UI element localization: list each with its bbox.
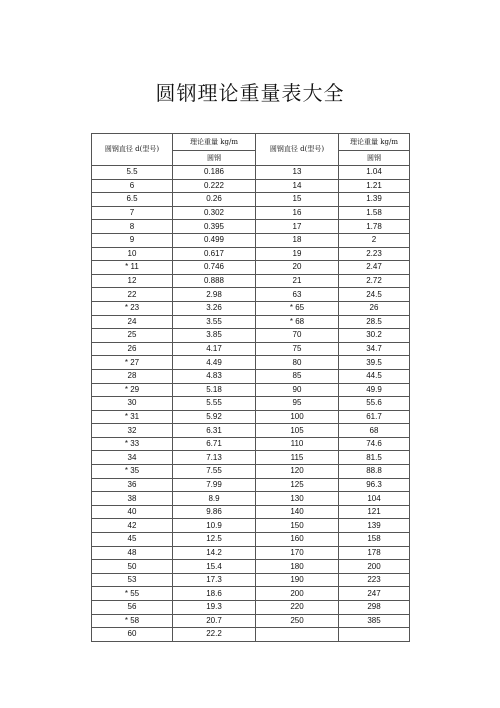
cell-diameter-left: 6	[92, 179, 173, 193]
cell-diameter-left: 56	[92, 601, 173, 615]
cell-diameter-right: 100	[256, 410, 339, 424]
header-weight-right: 理论重量 kg/m	[339, 134, 410, 151]
cell-weight-left: 4.83	[173, 369, 256, 383]
cell-weight-left: 15.4	[173, 560, 256, 574]
cell-diameter-left: * 35	[92, 465, 173, 479]
table-row	[92, 329, 410, 343]
cell-diameter-left: 26	[92, 342, 173, 356]
cell-diameter-left: 8	[92, 220, 173, 234]
cell-weight-right: 2.23	[339, 247, 410, 261]
table-row	[92, 369, 410, 383]
table-row	[92, 261, 410, 275]
cell-weight-right: 88.8	[339, 465, 410, 479]
cell-weight-left: 6.31	[173, 424, 256, 438]
cell-diameter-right	[256, 628, 339, 642]
cell-weight-left: 12.5	[173, 533, 256, 547]
cell-weight-left: 9.86	[173, 505, 256, 519]
cell-diameter-left: * 31	[92, 410, 173, 424]
cell-weight-left: 0.222	[173, 179, 256, 193]
cell-diameter-right: 17	[256, 220, 339, 234]
cell-weight-right: 2.47	[339, 261, 410, 275]
cell-diameter-right: 18	[256, 233, 339, 247]
cell-weight-left: 2.98	[173, 288, 256, 302]
cell-weight-right: 49.9	[339, 383, 410, 397]
header-diameter-left: 圆钢直径 d(型号)	[92, 134, 173, 166]
cell-weight-right: 1.58	[339, 206, 410, 220]
cell-weight-right: 1.21	[339, 179, 410, 193]
table-row	[92, 166, 410, 180]
cell-diameter-right: 95	[256, 397, 339, 411]
table-row	[92, 301, 410, 315]
cell-diameter-right: 110	[256, 437, 339, 451]
table-row	[92, 451, 410, 465]
table-row	[92, 315, 410, 329]
cell-weight-right: 34.7	[339, 342, 410, 356]
table-row	[92, 410, 410, 424]
table-row	[92, 546, 410, 560]
table-body	[92, 166, 410, 642]
cell-weight-left: 0.617	[173, 247, 256, 261]
cell-diameter-left: * 27	[92, 356, 173, 370]
cell-weight-right: 68	[339, 424, 410, 438]
cell-weight-left: 5.92	[173, 410, 256, 424]
cell-weight-left: 20.7	[173, 614, 256, 628]
cell-diameter-left: 28	[92, 369, 173, 383]
cell-diameter-left: 9	[92, 233, 173, 247]
table-row	[92, 193, 410, 207]
cell-diameter-left: 60	[92, 628, 173, 642]
cell-weight-left: 18.6	[173, 587, 256, 601]
cell-weight-left: 17.3	[173, 573, 256, 587]
cell-weight-left: 7.13	[173, 451, 256, 465]
cell-weight-left: 3.55	[173, 315, 256, 329]
table-row	[92, 233, 410, 247]
cell-diameter-left: 38	[92, 492, 173, 506]
cell-diameter-right: 63	[256, 288, 339, 302]
cell-diameter-left: * 23	[92, 301, 173, 315]
cell-weight-right: 24.5	[339, 288, 410, 302]
cell-diameter-left: 7	[92, 206, 173, 220]
cell-weight-right: 55.6	[339, 397, 410, 411]
cell-diameter-left: 40	[92, 505, 173, 519]
cell-diameter-left: 25	[92, 329, 173, 343]
cell-diameter-right: 16	[256, 206, 339, 220]
cell-weight-right: 104	[339, 492, 410, 506]
cell-weight-left: 19.3	[173, 601, 256, 615]
cell-weight-left: 4.49	[173, 356, 256, 370]
cell-diameter-left: 48	[92, 546, 173, 560]
cell-weight-left: 5.55	[173, 397, 256, 411]
cell-weight-right: 1.39	[339, 193, 410, 207]
cell-diameter-left: * 29	[92, 383, 173, 397]
cell-diameter-right: 19	[256, 247, 339, 261]
cell-diameter-left: 24	[92, 315, 173, 329]
cell-diameter-left: 36	[92, 478, 173, 492]
cell-weight-right: 2	[339, 233, 410, 247]
subheader-steel-right: 圆钢	[339, 151, 410, 166]
table-row	[92, 288, 410, 302]
cell-diameter-left: 6.5	[92, 193, 173, 207]
cell-weight-left: 5.18	[173, 383, 256, 397]
cell-diameter-left: 12	[92, 274, 173, 288]
cell-diameter-left: 45	[92, 533, 173, 547]
cell-diameter-right: 125	[256, 478, 339, 492]
cell-weight-right	[339, 628, 410, 642]
table-row	[92, 247, 410, 261]
page-title: 圆钢理论重量表大全	[155, 81, 345, 105]
cell-weight-left: 0.499	[173, 233, 256, 247]
cell-weight-right: 1.04	[339, 166, 410, 180]
table-row	[92, 437, 410, 451]
cell-weight-right: 30.2	[339, 329, 410, 343]
cell-diameter-right: 200	[256, 587, 339, 601]
cell-diameter-right: 21	[256, 274, 339, 288]
cell-weight-right: 223	[339, 573, 410, 587]
cell-diameter-left: 22	[92, 288, 173, 302]
cell-weight-right: 200	[339, 560, 410, 574]
cell-weight-left: 3.26	[173, 301, 256, 315]
cell-diameter-right: 105	[256, 424, 339, 438]
cell-weight-left: 0.395	[173, 220, 256, 234]
subheader-steel-left: 圆钢	[173, 151, 256, 166]
table-row	[92, 628, 410, 642]
cell-weight-left: 8.9	[173, 492, 256, 506]
cell-diameter-left: * 33	[92, 437, 173, 451]
table-row	[92, 424, 410, 438]
cell-diameter-right: * 68	[256, 315, 339, 329]
cell-weight-left: 3.85	[173, 329, 256, 343]
cell-weight-left: 0.888	[173, 274, 256, 288]
cell-weight-left: 0.26	[173, 193, 256, 207]
cell-diameter-right: 160	[256, 533, 339, 547]
cell-weight-left: 0.746	[173, 261, 256, 275]
cell-diameter-right: 150	[256, 519, 339, 533]
table-row	[92, 383, 410, 397]
table-row	[92, 356, 410, 370]
cell-weight-right: 1.78	[339, 220, 410, 234]
cell-weight-left: 7.55	[173, 465, 256, 479]
table-row	[92, 397, 410, 411]
cell-weight-right: 121	[339, 505, 410, 519]
cell-weight-left: 22.2	[173, 628, 256, 642]
cell-diameter-left: * 11	[92, 261, 173, 275]
cell-diameter-left: * 58	[92, 614, 173, 628]
cell-diameter-right: 15	[256, 193, 339, 207]
cell-diameter-left: 34	[92, 451, 173, 465]
cell-diameter-right: 250	[256, 614, 339, 628]
cell-weight-right: 28.5	[339, 315, 410, 329]
cell-weight-right: 298	[339, 601, 410, 615]
cell-diameter-right: 85	[256, 369, 339, 383]
cell-diameter-right: 70	[256, 329, 339, 343]
cell-diameter-right: 13	[256, 166, 339, 180]
table-row	[92, 342, 410, 356]
steel-weight-table	[91, 133, 410, 642]
cell-weight-right: 139	[339, 519, 410, 533]
table-row	[92, 533, 410, 547]
table-row	[92, 519, 410, 533]
cell-diameter-left: 42	[92, 519, 173, 533]
table-row	[92, 573, 410, 587]
header-row	[92, 134, 410, 151]
table-row	[92, 614, 410, 628]
cell-weight-left: 14.2	[173, 546, 256, 560]
cell-weight-right: 44.5	[339, 369, 410, 383]
table-row	[92, 206, 410, 220]
cell-diameter-right: 115	[256, 451, 339, 465]
cell-weight-right: 96.3	[339, 478, 410, 492]
cell-diameter-left: 32	[92, 424, 173, 438]
table-row	[92, 601, 410, 615]
cell-weight-right: 74.6	[339, 437, 410, 451]
cell-diameter-right: 130	[256, 492, 339, 506]
cell-weight-right: 178	[339, 546, 410, 560]
cell-diameter-right: 14	[256, 179, 339, 193]
cell-weight-right: 2.72	[339, 274, 410, 288]
cell-diameter-right: 20	[256, 261, 339, 275]
cell-diameter-right: 170	[256, 546, 339, 560]
cell-diameter-left: 10	[92, 247, 173, 261]
table-row	[92, 465, 410, 479]
cell-weight-left: 0.186	[173, 166, 256, 180]
cell-diameter-right: 140	[256, 505, 339, 519]
cell-diameter-right: 220	[256, 601, 339, 615]
header-weight-left: 理论重量 kg/m	[173, 134, 256, 151]
table-row	[92, 505, 410, 519]
table-row	[92, 179, 410, 193]
cell-weight-right: 385	[339, 614, 410, 628]
cell-diameter-left: * 55	[92, 587, 173, 601]
table-row	[92, 492, 410, 506]
cell-weight-left: 4.17	[173, 342, 256, 356]
cell-diameter-left: 5.5	[92, 166, 173, 180]
cell-diameter-right: 75	[256, 342, 339, 356]
cell-weight-right: 247	[339, 587, 410, 601]
cell-weight-left: 10.9	[173, 519, 256, 533]
cell-diameter-right: 120	[256, 465, 339, 479]
cell-diameter-right: 180	[256, 560, 339, 574]
cell-diameter-right: 90	[256, 383, 339, 397]
table-row	[92, 587, 410, 601]
cell-diameter-left: 50	[92, 560, 173, 574]
cell-weight-left: 7.99	[173, 478, 256, 492]
cell-weight-left: 0.302	[173, 206, 256, 220]
table-row	[92, 560, 410, 574]
cell-diameter-right: * 65	[256, 301, 339, 315]
cell-weight-left: 6.71	[173, 437, 256, 451]
cell-diameter-right: 80	[256, 356, 339, 370]
cell-weight-right: 61.7	[339, 410, 410, 424]
header-diameter-right: 圆钢直径 d(型号)	[256, 134, 339, 166]
table-row	[92, 220, 410, 234]
cell-weight-right: 39.5	[339, 356, 410, 370]
cell-weight-right: 158	[339, 533, 410, 547]
table-row	[92, 274, 410, 288]
cell-weight-right: 26	[339, 301, 410, 315]
table-row	[92, 478, 410, 492]
cell-diameter-left: 53	[92, 573, 173, 587]
cell-diameter-left: 30	[92, 397, 173, 411]
cell-diameter-right: 190	[256, 573, 339, 587]
cell-weight-right: 81.5	[339, 451, 410, 465]
